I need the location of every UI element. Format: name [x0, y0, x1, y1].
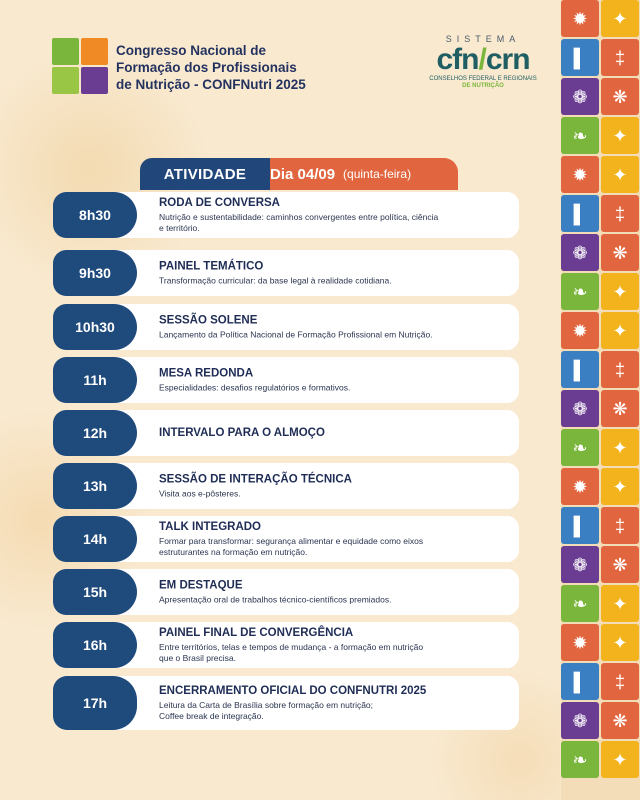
leaf-icon: ❧: [561, 273, 599, 310]
schedule-row: [53, 357, 519, 403]
activity-title: RODA DE CONVERSA: [159, 197, 280, 209]
books-icon: ▌: [561, 507, 599, 544]
description-line-1: Apresentação oral de trabalhos técnico-científicos premiados.: [159, 594, 392, 605]
description-line-2: Coffee break de integração.: [159, 711, 264, 721]
star-icon: ✦: [601, 624, 639, 661]
description-line-1: Lançamento da Política Nacional de Formação Profissional em Nutrição.: [159, 329, 433, 340]
pattern-icon: ❁: [561, 234, 599, 271]
pattern-icon: ❁: [561, 702, 599, 739]
tree-icon: [52, 38, 79, 65]
activity-description: [159, 383, 509, 394]
fork-icon: ‡: [601, 195, 639, 232]
description-line-1: Transformação curricular: da base legal à realidade cotidiana.: [159, 275, 392, 286]
leaf-icon: ❧: [561, 741, 599, 778]
time-badge: 16h: [53, 622, 137, 668]
flower-icon: ❋: [601, 702, 639, 739]
flower-icon: ❋: [601, 234, 639, 271]
schedule-row: [53, 192, 519, 238]
time-badge: 9h30: [53, 250, 137, 296]
books-icon: ▌: [561, 663, 599, 700]
books-icon: ▌: [561, 351, 599, 388]
pattern-icon: ❁: [561, 78, 599, 115]
star-icon: ✦: [601, 312, 639, 349]
flower-icon: ❋: [601, 390, 639, 427]
books-icon: ▌: [561, 39, 599, 76]
star-icon: ✦: [601, 741, 639, 778]
sun-icon: ✹: [561, 0, 599, 37]
activity-title: PAINEL TEMÁTICO: [159, 260, 264, 273]
activity-title: ENCERRAMENTO OFICIAL DO CONFNUTRI 2025: [159, 685, 427, 697]
food-icon: [81, 67, 108, 94]
row-text: [159, 260, 509, 287]
fork-icon: ‡: [601, 39, 639, 76]
flower-icon: ❋: [601, 78, 639, 115]
row-text: [159, 473, 509, 500]
brand-slash: /: [478, 43, 486, 76]
activity-title: SESSÃO SOLENE: [159, 314, 258, 327]
title-line-1: Congresso Nacional de: [116, 43, 267, 58]
description-line-2: e território.: [159, 223, 200, 233]
time-badge: 13h: [53, 463, 137, 509]
time-badge: 8h30: [53, 192, 137, 238]
activity-title: PAINEL FINAL DE CONVERGÊNCIA: [159, 627, 354, 639]
leaf-icon: ❧: [561, 117, 599, 154]
books-icon: ▌: [561, 195, 599, 232]
brand-cfn: cfn: [436, 43, 479, 76]
star-icon: ✦: [601, 156, 639, 193]
description-line-2: estruturantes na formação em nutrição.: [159, 547, 308, 557]
description-line-1: Nutrição e sustentabilidade: caminhos convergentes entre política, ciência: [159, 212, 439, 222]
description-line-1: Especialidades: desafios regulatórios e formativos.: [159, 382, 351, 393]
sun-icon: ✹: [561, 312, 599, 349]
event-logo: [52, 38, 108, 94]
brand-sistema: SISTEMA: [445, 34, 521, 44]
event-title: [116, 42, 346, 93]
activity-description: [159, 330, 509, 341]
cfn-crn-logo: [418, 34, 548, 90]
pattern-icon: [52, 67, 79, 94]
description-line-1: Leitura da Carta de Brasília sobre formação em nutrição;: [159, 700, 374, 710]
schedule-row: [53, 622, 519, 668]
row-text: [159, 520, 509, 558]
time-badge: 15h: [53, 569, 137, 615]
day-label: Dia 04/09: [270, 165, 336, 183]
activity-title: EM DESTAQUE: [159, 579, 243, 592]
schedule-row: [53, 676, 519, 730]
sun-icon: ✹: [561, 624, 599, 661]
star-icon: ✦: [601, 585, 639, 622]
row-text: [159, 579, 509, 606]
description-line-1: Visita aos e-pôsteres.: [159, 488, 241, 499]
activity-title: INTERVALO PARA O ALMOÇO: [159, 427, 325, 439]
activity-title: TALK INTEGRADO: [159, 521, 262, 533]
pattern-icon: ❁: [561, 390, 599, 427]
computer-icon: [81, 38, 108, 65]
activity-header: [140, 158, 270, 190]
row-text: [159, 684, 509, 722]
time-badge: 17h: [53, 676, 137, 730]
fork-icon: ‡: [601, 663, 639, 700]
star-icon: ✦: [601, 0, 639, 37]
row-text: [159, 426, 509, 440]
sun-icon: ✹: [561, 468, 599, 505]
fork-icon: ‡: [601, 351, 639, 388]
row-text: [159, 626, 509, 664]
activity-description: [159, 536, 509, 558]
decorative-tile-column: [561, 0, 640, 800]
flower-icon: ❋: [601, 546, 639, 583]
time-badge: 12h: [53, 410, 137, 456]
activity-title: MESA REDONDA: [159, 367, 254, 380]
title-line-3: de Nutrição - CONFNutri 2025: [116, 77, 306, 92]
description-line-1: Entre territórios, telas e tempos de mudança - a formação em nutrição: [159, 642, 424, 652]
leaf-icon: ❧: [561, 429, 599, 466]
description-line-1: Formar para transformar: segurança alimentar e equidade como eixos: [159, 536, 424, 546]
fork-icon: ‡: [601, 507, 639, 544]
star-icon: ✦: [601, 273, 639, 310]
activity-label: ATIVIDADE: [163, 165, 247, 183]
leaf-icon: ❧: [561, 585, 599, 622]
row-text: [159, 314, 509, 341]
schedule-row: [53, 569, 519, 615]
title-line-2: Formação dos Profissionais: [116, 60, 297, 75]
activity-description: [159, 276, 509, 287]
activity-description: [159, 642, 509, 664]
activity-description: [159, 700, 509, 722]
row-text: [159, 367, 509, 394]
activity-description: [159, 489, 509, 500]
sun-icon: ✹: [561, 156, 599, 193]
activity-description: [159, 595, 509, 606]
weekday-label: (quinta-feira): [343, 167, 412, 181]
schedule-row: [53, 410, 519, 456]
description-line-2: que o Brasil precisa.: [159, 653, 237, 663]
brand-wordmark: [418, 44, 548, 76]
activity-title: SESSÃO DE INTERAÇÃO TÉCNICA: [159, 473, 352, 486]
brand-subtitle: CONSELHOS FEDERAL E REGIONAIS: [429, 76, 537, 82]
star-icon: ✦: [601, 468, 639, 505]
schedule-row: [53, 304, 519, 350]
star-icon: ✦: [601, 117, 639, 154]
row-text: [159, 196, 509, 234]
brand-crn: crn: [485, 43, 530, 76]
schedule-row: [53, 250, 519, 296]
brand-subtitle-2: DE NUTRIÇÃO: [462, 83, 504, 89]
pattern-icon: ❁: [561, 546, 599, 583]
activity-description: [159, 212, 509, 234]
star-icon: ✦: [601, 429, 639, 466]
schedule-row: [53, 463, 519, 509]
time-badge: 10h30: [53, 304, 137, 350]
time-badge: 11h: [53, 357, 137, 403]
time-badge: 14h: [53, 516, 137, 562]
schedule-row: [53, 516, 519, 562]
day-header: [252, 158, 458, 190]
